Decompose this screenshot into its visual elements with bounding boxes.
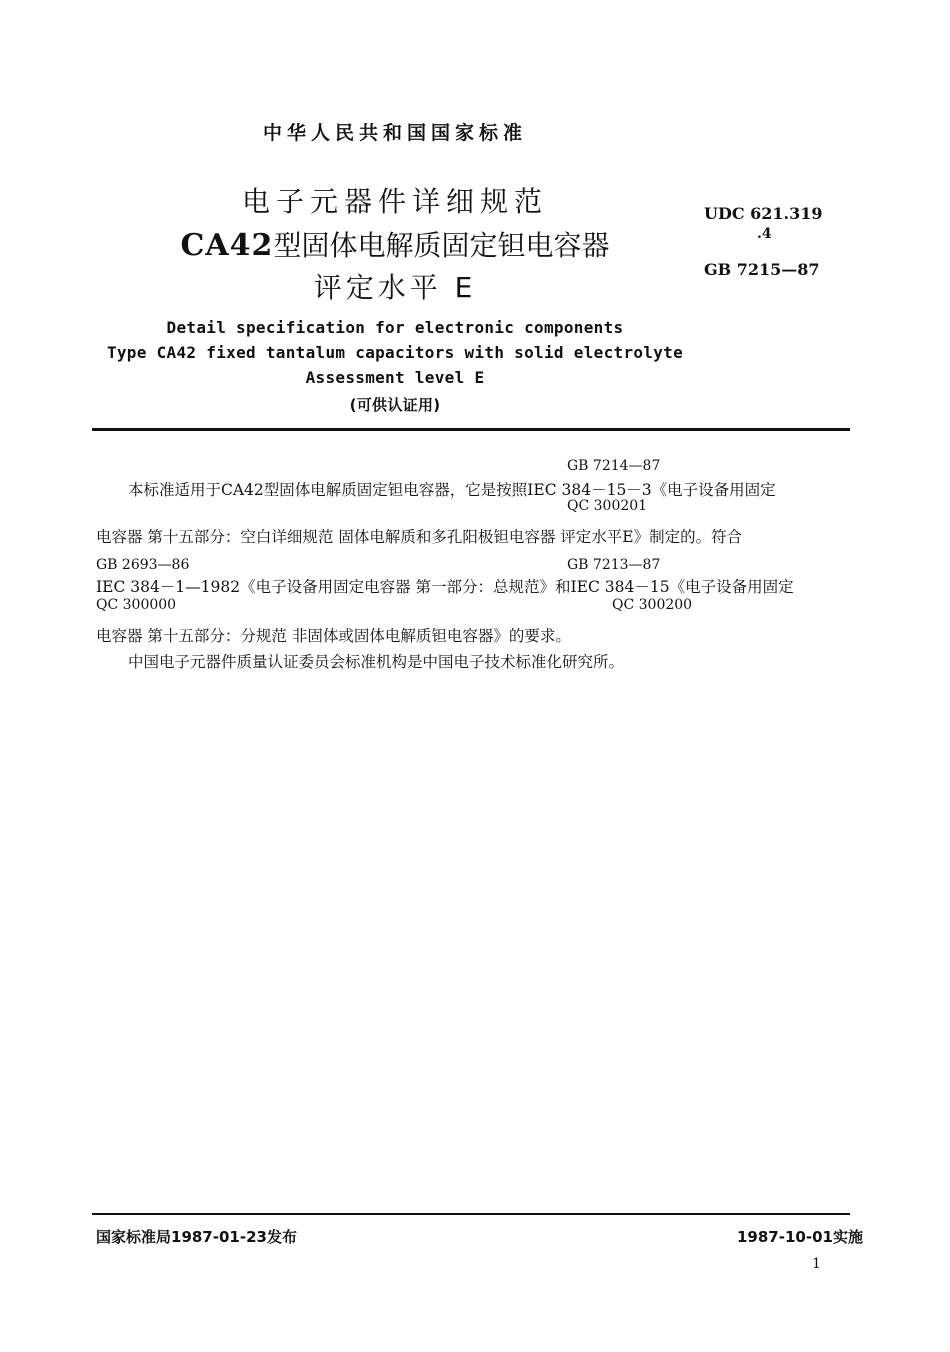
- effective-date: 1987-10-01实施: [737, 1228, 863, 1246]
- ref-qc-300000: QC 300000: [96, 597, 177, 613]
- title-cn-line1: 电子元器件详细规范: [241, 185, 548, 218]
- title-cn-line3: 评定水平 E: [313, 271, 477, 304]
- title-en-note: (可供认证用): [349, 396, 441, 414]
- footer-divider: [92, 1213, 850, 1215]
- page-number: 1: [812, 1256, 821, 1272]
- issue-date: 国家标准局1987-01-23发布: [96, 1228, 297, 1246]
- udc-code-suffix: .4: [757, 226, 772, 242]
- paragraph-4: 电容器 第十五部分：分规范 非固体或固体电解质钽电容器》的要求。: [96, 627, 571, 645]
- paragraph-1: 本标准适用于CA42型固体电解质固定钽电容器，它是按照IEC 384－15－3《电子设备用固定: [128, 481, 776, 499]
- title-en-line2: Type CA42 fixed tantalum capacitors with solid electrolyte: [106, 343, 684, 362]
- title-en-line3: Assessment level E: [305, 368, 485, 387]
- title-cn-line2: [0, 224, 790, 264]
- ref-gb-7214: GB 7214—87: [567, 458, 661, 474]
- title-cn-line2-rest: 型固体电解质固定钽电容器: [273, 229, 610, 262]
- header-divider: [92, 428, 850, 431]
- ref-gb-7213: GB 7213—87: [567, 557, 661, 573]
- ref-qc-300200: QC 300200: [612, 597, 693, 613]
- title-en-line1: Detail specification for electronic components: [166, 318, 624, 337]
- gb-standard-number: GB 7215—87: [704, 260, 820, 279]
- title-model-code: CA42: [180, 228, 274, 263]
- ref-gb-2693: GB 2693—86: [96, 557, 190, 573]
- paragraph-2: 电容器 第十五部分：空白详细规范 固体电解质和多孔阳极钽电容器 评定水平E》制定的。符合: [96, 528, 743, 546]
- paragraph-5: 中国电子元器件质量认证委员会标准机构是中国电子技术标准化研究所。: [128, 653, 625, 671]
- paragraph-3: IEC 384－1—1982《电子设备用固定电容器 第一部分：总规范》和IEC 384－15《电子设备用固定: [96, 578, 794, 596]
- udc-code: UDC 621.319: [704, 204, 823, 223]
- ref-qc-300201: QC 300201: [567, 498, 648, 514]
- national-standard-heading: 中华人民共和国国家标准: [262, 122, 527, 144]
